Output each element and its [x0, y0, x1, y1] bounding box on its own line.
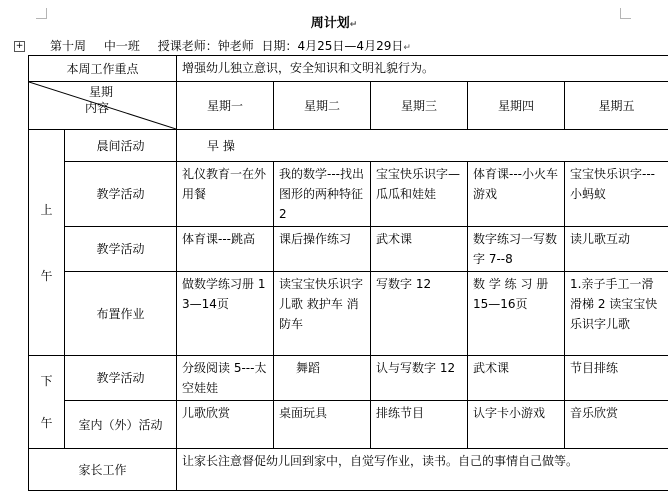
- morning-period-label: 上 午: [29, 130, 65, 356]
- cell[interactable]: 认字卡小游戏: [468, 401, 565, 449]
- indoor-label: 室内（外）活动: [65, 401, 177, 449]
- focus-text[interactable]: 增强幼儿独立意识，安全知识和文明礼貌行为。: [177, 56, 668, 82]
- cell[interactable]: 武术课: [468, 356, 565, 401]
- teaching-label-am1: 教学活动: [65, 162, 177, 227]
- cell[interactable]: 体育课---跳高: [177, 227, 274, 272]
- diagonal-header-cell: [29, 82, 177, 130]
- afternoon-period-label: 下 午: [29, 356, 65, 449]
- cell[interactable]: 做数学练习册 13—14页: [177, 272, 274, 356]
- teaching-pm-row: [29, 356, 668, 401]
- cell[interactable]: 排练节目: [371, 401, 468, 449]
- morning-activity-text[interactable]: 早 操: [177, 130, 668, 162]
- class-text: 中一班: [103, 39, 140, 53]
- indoor-row: [29, 401, 668, 449]
- parent-text[interactable]: 让家长注意督促幼儿回到家中，自觉写作业，读书。自己的事情自己做等。: [177, 449, 668, 491]
- weekly-plan-table: [28, 55, 668, 491]
- cell[interactable]: 数 学 练 习 册 15—16页: [468, 272, 565, 356]
- cell[interactable]: 儿歌欣赏: [177, 401, 274, 449]
- cell[interactable]: 宝宝快乐识字—瓜瓜和娃娃: [371, 162, 468, 227]
- cell[interactable]: 武术课: [371, 227, 468, 272]
- morning-activity-row: [29, 130, 668, 162]
- teaching-label-am2: 教学活动: [65, 227, 177, 272]
- cell[interactable]: 舞蹈: [274, 356, 371, 401]
- day-header-wed: 星期三: [371, 82, 468, 130]
- cell[interactable]: 宝宝快乐识字---小蚂蚁: [565, 162, 668, 227]
- cell[interactable]: 节目排练: [565, 356, 668, 401]
- homework-label: 布置作业: [65, 272, 177, 356]
- teacher-text: 授课老师：钟老师: [157, 39, 254, 53]
- cell[interactable]: 认与写数字 12: [371, 356, 468, 401]
- focus-label: 本周工作重点: [29, 56, 177, 82]
- parent-label: 家长工作: [29, 449, 177, 491]
- cell[interactable]: 1.亲子手工一滑滑梯 2 读宝宝快乐识字儿歌: [565, 272, 668, 356]
- document-title: 周计划↵: [310, 16, 358, 31]
- morning-activity-label: 晨间活动: [65, 130, 177, 162]
- header-row: [29, 82, 668, 130]
- teaching-label-pm: 教学活动: [65, 356, 177, 401]
- header-content-label: 内容: [85, 101, 110, 115]
- cell[interactable]: 体育课---小火车游戏: [468, 162, 565, 227]
- day-header-tue: 星期二: [274, 82, 371, 130]
- teaching-am-row-1: [29, 162, 668, 227]
- cell[interactable]: 读宝宝快乐识字儿歌 救护车 消防车: [274, 272, 371, 356]
- cell[interactable]: 读儿歌互动: [565, 227, 668, 272]
- teaching-am-row-2: [29, 227, 668, 272]
- cell[interactable]: 音乐欣赏: [565, 401, 668, 449]
- cell[interactable]: 分级阅读 5---太空娃娃: [177, 356, 274, 401]
- cell[interactable]: 数字练习一写数字 7--8: [468, 227, 565, 272]
- homework-row: [29, 272, 668, 356]
- parent-row: [29, 449, 668, 491]
- cell[interactable]: 桌面玩具: [274, 401, 371, 449]
- date-text: 日期：4月25日—4月29日: [261, 39, 404, 53]
- day-header-mon: 星期一: [177, 82, 274, 130]
- cell[interactable]: 课后操作练习: [274, 227, 371, 272]
- day-header-fri: 星期五: [565, 82, 668, 130]
- header-week-label: 星期: [89, 85, 114, 99]
- cell[interactable]: 写数字 12: [371, 272, 468, 356]
- cell[interactable]: 我的数学---找出图形的两种特征 2: [274, 162, 371, 227]
- week-text: 第十周: [50, 39, 87, 53]
- day-header-thu: 星期四: [468, 82, 565, 130]
- header-info-line: 第十周 中一班 授课老师：钟老师 日期：4月25日—4月29日↵: [50, 39, 411, 53]
- table-move-handle-icon[interactable]: +: [15, 41, 24, 51]
- cell[interactable]: 礼仪教育一在外用餐: [177, 162, 274, 227]
- focus-row: [29, 56, 668, 82]
